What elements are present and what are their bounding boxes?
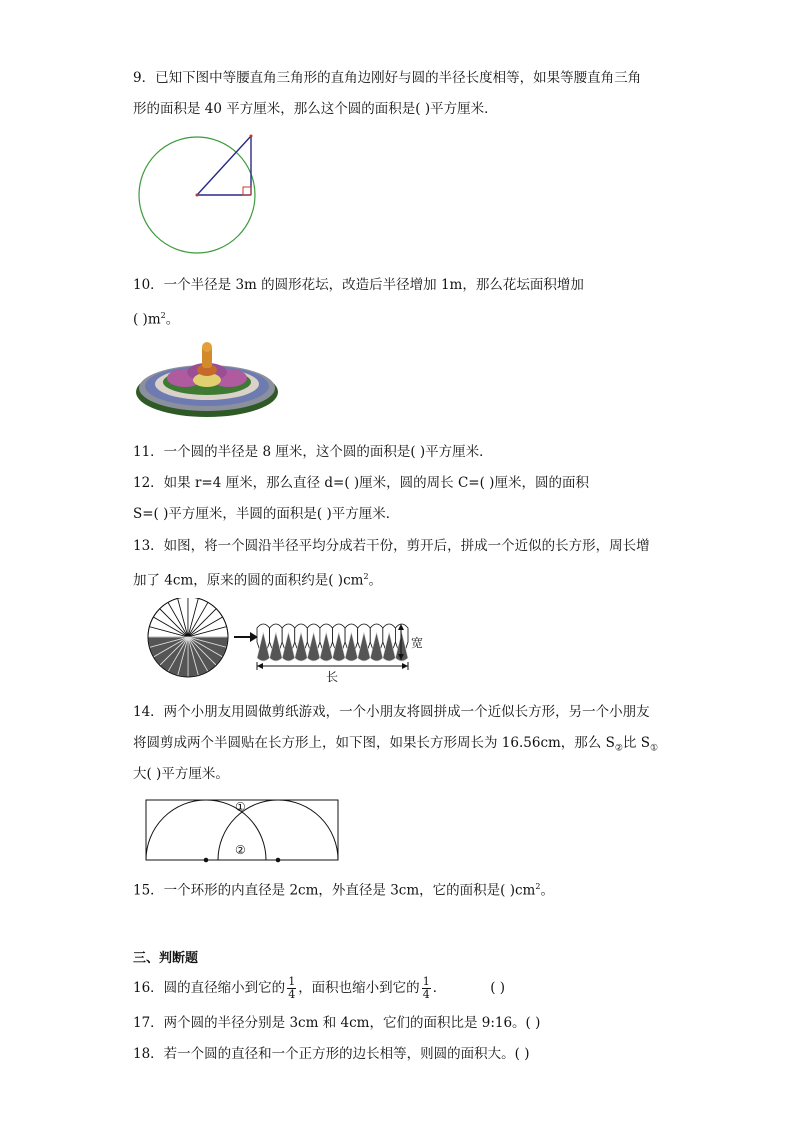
q9-right-angle-mark bbox=[243, 187, 251, 195]
q12-line2: S=( )平方厘米，半圆的面积是( )平方厘米． bbox=[133, 506, 400, 522]
q16-text: 16．圆的直径缩小到它的 $\frac{1}{4}$ ，面积也缩小到它的 $\frac{1}{4}$ ． ( ) bbox=[133, 975, 506, 1001]
q16-fraction-2: $\frac{1}{4}$ bbox=[422, 975, 430, 1001]
q14-line2: 将圆剪成两个半圆贴在长方形上，如下图，如果长方形周长为 16.56cm，那么 $S_②$比 $S_①$ bbox=[133, 735, 659, 754]
q9-line1: 9．已知下图中等腰直角三角形的直角边刚好与圆的半径长度相等，如果等腰直角三角 bbox=[133, 70, 642, 86]
q13-divided-circle bbox=[148, 598, 228, 677]
q9-line2: 形的面积是 40 平方厘米，那么这个圆的面积是( )平方厘米． bbox=[133, 101, 498, 117]
q13-approx-rectangle bbox=[257, 624, 408, 661]
q15-text: 15．一个环形的内直径是 2cm，外直径是 3cm，它的面积是( )$cm^2$。 bbox=[133, 882, 554, 899]
q10-flower-bed-image bbox=[135, 340, 281, 420]
q13-figure-circle-to-rectangle bbox=[146, 598, 436, 690]
q10-line2: ( )$m^2$。 bbox=[133, 311, 180, 328]
q13-line2: 加了 4cm，原来的圆的面积约是( )$cm^2$。 bbox=[133, 572, 383, 589]
q10-line1: 10．一个半径是 3m 的圆形花坛，改造后半径增加 1m，那么花坛面积增加 bbox=[133, 277, 584, 293]
q9-triangle-hypotenuse bbox=[197, 136, 251, 195]
q18-text: 18．若一个圆的直径和一个正方形的边长相等，则圆的面积大。( ) bbox=[133, 1046, 530, 1062]
q14-label-region2: ② bbox=[235, 843, 246, 857]
q11-text: 11．一个圆的半径是 8 厘米，这个圆的面积是( )平方厘米． bbox=[133, 444, 493, 460]
q13-label-length: 长 bbox=[326, 670, 339, 684]
q14-line3: 大( )平方厘米。 bbox=[133, 766, 229, 782]
q14-left-semicircle bbox=[146, 800, 266, 860]
q17-text: 17．两个圆的半径分别是 3cm 和 4cm，它们的面积比是 9:16。( ) bbox=[133, 1015, 541, 1031]
q14-label-region1: ① bbox=[235, 800, 246, 814]
q14-line1: 14．两个小朋友用圆做剪纸游戏，一个小朋友将圆拼成一个近似长方形，另一个小朋友 bbox=[133, 704, 650, 720]
q12-line1: 12．如果 r=4 厘米，那么直径 d=( )厘米，圆的周长 C=( )厘米，圆的面积 bbox=[133, 475, 589, 491]
q13-label-width: 宽 bbox=[411, 636, 424, 650]
q14-figure-rectangle-semicircles bbox=[144, 796, 342, 866]
q13-line1: 13．如图，将一个圆沿半径平均分成若干份，剪开后，拼成一个近似的长方形，周长增 bbox=[133, 538, 650, 554]
section-title-judgement: 三、判断题 bbox=[133, 951, 199, 966]
q9-figure-circle-triangle bbox=[133, 128, 263, 258]
q16-fraction-1: $\frac{1}{4}$ bbox=[288, 975, 296, 1001]
